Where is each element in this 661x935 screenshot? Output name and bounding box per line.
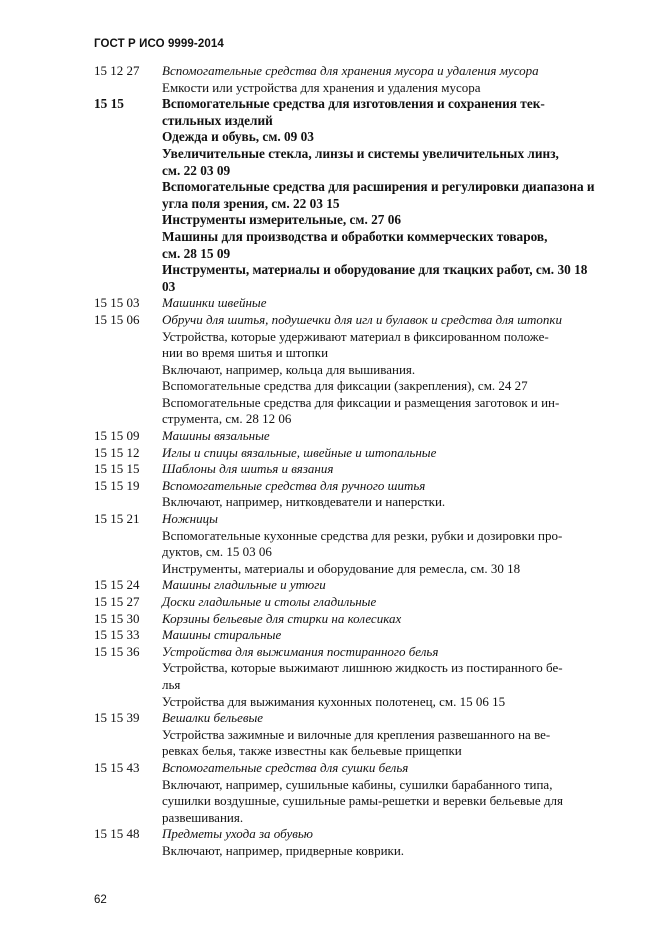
entry-body — [162, 461, 616, 478]
entry-body — [162, 627, 616, 644]
entry-note: ревках белья, также известны как бельевые прищепки — [162, 743, 462, 759]
entry-note: Инструменты измерительные, см. 27 06 — [162, 212, 402, 228]
entry-title: Обручи для шитья, подушечки для игл и булавок и средства для штопки — [162, 311, 562, 327]
entry-note: Инструменты, материалы и оборудование для ткацких работ, см. 30 18 — [162, 262, 588, 278]
entry-code: 15 15 09 — [94, 428, 140, 444]
entry-note: нии во время шитья и штопки — [162, 345, 329, 361]
entry-note: Увеличительные стекла, линзы и системы увеличительных линз, — [162, 145, 559, 161]
entry-title: Вспомогательные средства для хранения мусора и удаления мусора — [162, 63, 539, 78]
entry-title: Вспомогательные средства для сушки белья — [162, 759, 409, 775]
entry-note: сушилки воздушные, сушильные рамы-решетки и веревки бельевые для — [162, 793, 563, 809]
document-header: ГОСТ Р ИСО 9999-2014 — [94, 38, 224, 50]
entry-note: угла поля зрения, см. 22 03 15 — [162, 195, 340, 211]
class-entry — [94, 445, 616, 462]
entry-note: Одежда и обувь, см. 09 03 — [162, 129, 314, 145]
entry-note: см. 28 15 09 — [162, 245, 231, 261]
entry-note: Вспомогательные кухонные средства для резки, рубки и дозировки про- — [162, 527, 563, 543]
entry-body — [162, 295, 616, 312]
entry-code: 15 15 33 — [94, 627, 140, 643]
entry-note: Вспомогательные средства для расширения и регулировки диапазона и — [162, 179, 595, 195]
entry-title: Иглы и спицы вязальные, швейные и штопальные — [162, 444, 437, 460]
class-entry — [94, 577, 616, 594]
entry-note: Включают, например, нитковдеватели и наперстки. — [162, 494, 446, 510]
entry-code: 15 15 21 — [94, 511, 140, 527]
entry-note: Устройства, которые выжимают лишнюю жидкость из постиранного бе- — [162, 660, 563, 676]
entry-title: Шаблоны для шитья и вязания — [162, 461, 334, 477]
entry-note: Вспомогательные средства для фиксации (закрепления), см. 24 27 — [162, 378, 528, 394]
entry-note: Устройства, которые удерживают материал в фиксированном положе- — [162, 328, 549, 344]
entry-note: дуктов, см. 15 03 06 — [162, 544, 272, 560]
entry-code: 15 15 48 — [94, 826, 140, 842]
entry-title: Машинки швейные — [162, 295, 267, 311]
entry-body — [162, 611, 616, 628]
entry-note: Включают, например, придверные коврики. — [162, 842, 405, 858]
entry-note: Емкости или устройства для хранения и удаления мусора — [162, 79, 481, 95]
entry-code: 15 15 43 — [94, 759, 140, 775]
class-entry — [94, 478, 616, 511]
entry-title: Устройства для выжимания постиранного белья — [162, 643, 439, 659]
entry-code: 15 15 19 — [94, 477, 140, 493]
entry-code: 15 12 27 — [94, 63, 140, 78]
class-entry — [94, 295, 616, 312]
entry-title: Корзины бельевые для стирки на колесиках — [162, 610, 402, 626]
class-entry — [94, 826, 616, 859]
entry-body — [162, 577, 616, 594]
entry-body — [162, 594, 616, 611]
entry-code: 15 15 03 — [94, 295, 140, 311]
entry-note: развешивания. — [162, 809, 244, 825]
entry-body — [162, 445, 616, 462]
section-entry — [94, 96, 616, 295]
entry-title: Предметы ухода за обувью — [162, 826, 313, 842]
entry-note: см. 22 03 09 — [162, 162, 231, 178]
entry-code: 15 15 36 — [94, 643, 140, 659]
entry-note: струмента, см. 28 12 06 — [162, 411, 292, 427]
entry-note: 03 — [162, 278, 176, 294]
class-entry — [94, 644, 616, 710]
class-entry — [94, 511, 616, 577]
entry-body — [162, 644, 616, 710]
entry-title: Ножницы — [162, 511, 218, 527]
entry-code: 15 15 15 — [94, 461, 140, 477]
class-entry — [94, 760, 616, 826]
entry-note: Включают, например, кольца для вышивания. — [162, 361, 416, 377]
entry-title: Вспомогательные средства для изготовления и сохранения тек- — [162, 96, 545, 112]
class-entry — [94, 63, 616, 96]
class-entry — [94, 611, 616, 628]
class-entry — [94, 312, 616, 428]
entry-code: 15 15 24 — [94, 577, 140, 593]
entry-code: 15 15 30 — [94, 610, 140, 626]
entry-title: Вешалки бельевые — [162, 710, 264, 726]
class-entry — [94, 627, 616, 644]
entry-title: Вспомогательные средства для ручного шитья — [162, 477, 426, 493]
class-entry — [94, 594, 616, 611]
entry-body — [162, 511, 616, 577]
entry-code: 15 15 39 — [94, 710, 140, 726]
entry-note: Инструменты, материалы и оборудование для ремесла, см. 30 18 — [162, 560, 521, 576]
entry-note: лья — [162, 676, 181, 692]
class-entry — [94, 461, 616, 478]
entry-title: Машины гладильные и утюги — [162, 577, 326, 593]
entry-note: Устройства для выжимания кухонных полотенец, см. 15 06 15 — [162, 693, 506, 709]
entry-note: Включают, например, сушильные кабины, сушилки барабанного типа, — [162, 776, 553, 792]
entry-code: 15 15 — [94, 96, 124, 112]
class-entry — [94, 428, 616, 445]
entry-title: Машины вязальные — [162, 428, 270, 444]
classification-list — [94, 63, 616, 860]
page-number: 62 — [94, 894, 107, 906]
entry-title: Доски гладильные и столы гладильные — [162, 594, 377, 609]
entry-body — [162, 760, 616, 826]
entry-body — [162, 63, 616, 96]
entry-note: Машины для производства и обработки коммерческих товаров, — [162, 228, 548, 244]
entry-title: стильных изделий — [162, 112, 273, 128]
entry-body — [162, 96, 616, 295]
entry-note: Устройства зажимные и вилочные для крепления развешанного на ве- — [162, 726, 551, 742]
entry-code: 15 15 06 — [94, 311, 140, 327]
entry-body — [162, 710, 616, 760]
class-entry — [94, 710, 616, 760]
entry-note: Вспомогательные средства для фиксации и размещения заготовок и ин- — [162, 394, 560, 410]
entry-body — [162, 478, 616, 511]
entry-title: Машины стиральные — [162, 627, 282, 643]
entry-body — [162, 312, 616, 428]
entry-body — [162, 826, 616, 859]
entry-code: 15 15 27 — [94, 594, 140, 609]
entry-code: 15 15 12 — [94, 444, 140, 460]
entry-body — [162, 428, 616, 445]
